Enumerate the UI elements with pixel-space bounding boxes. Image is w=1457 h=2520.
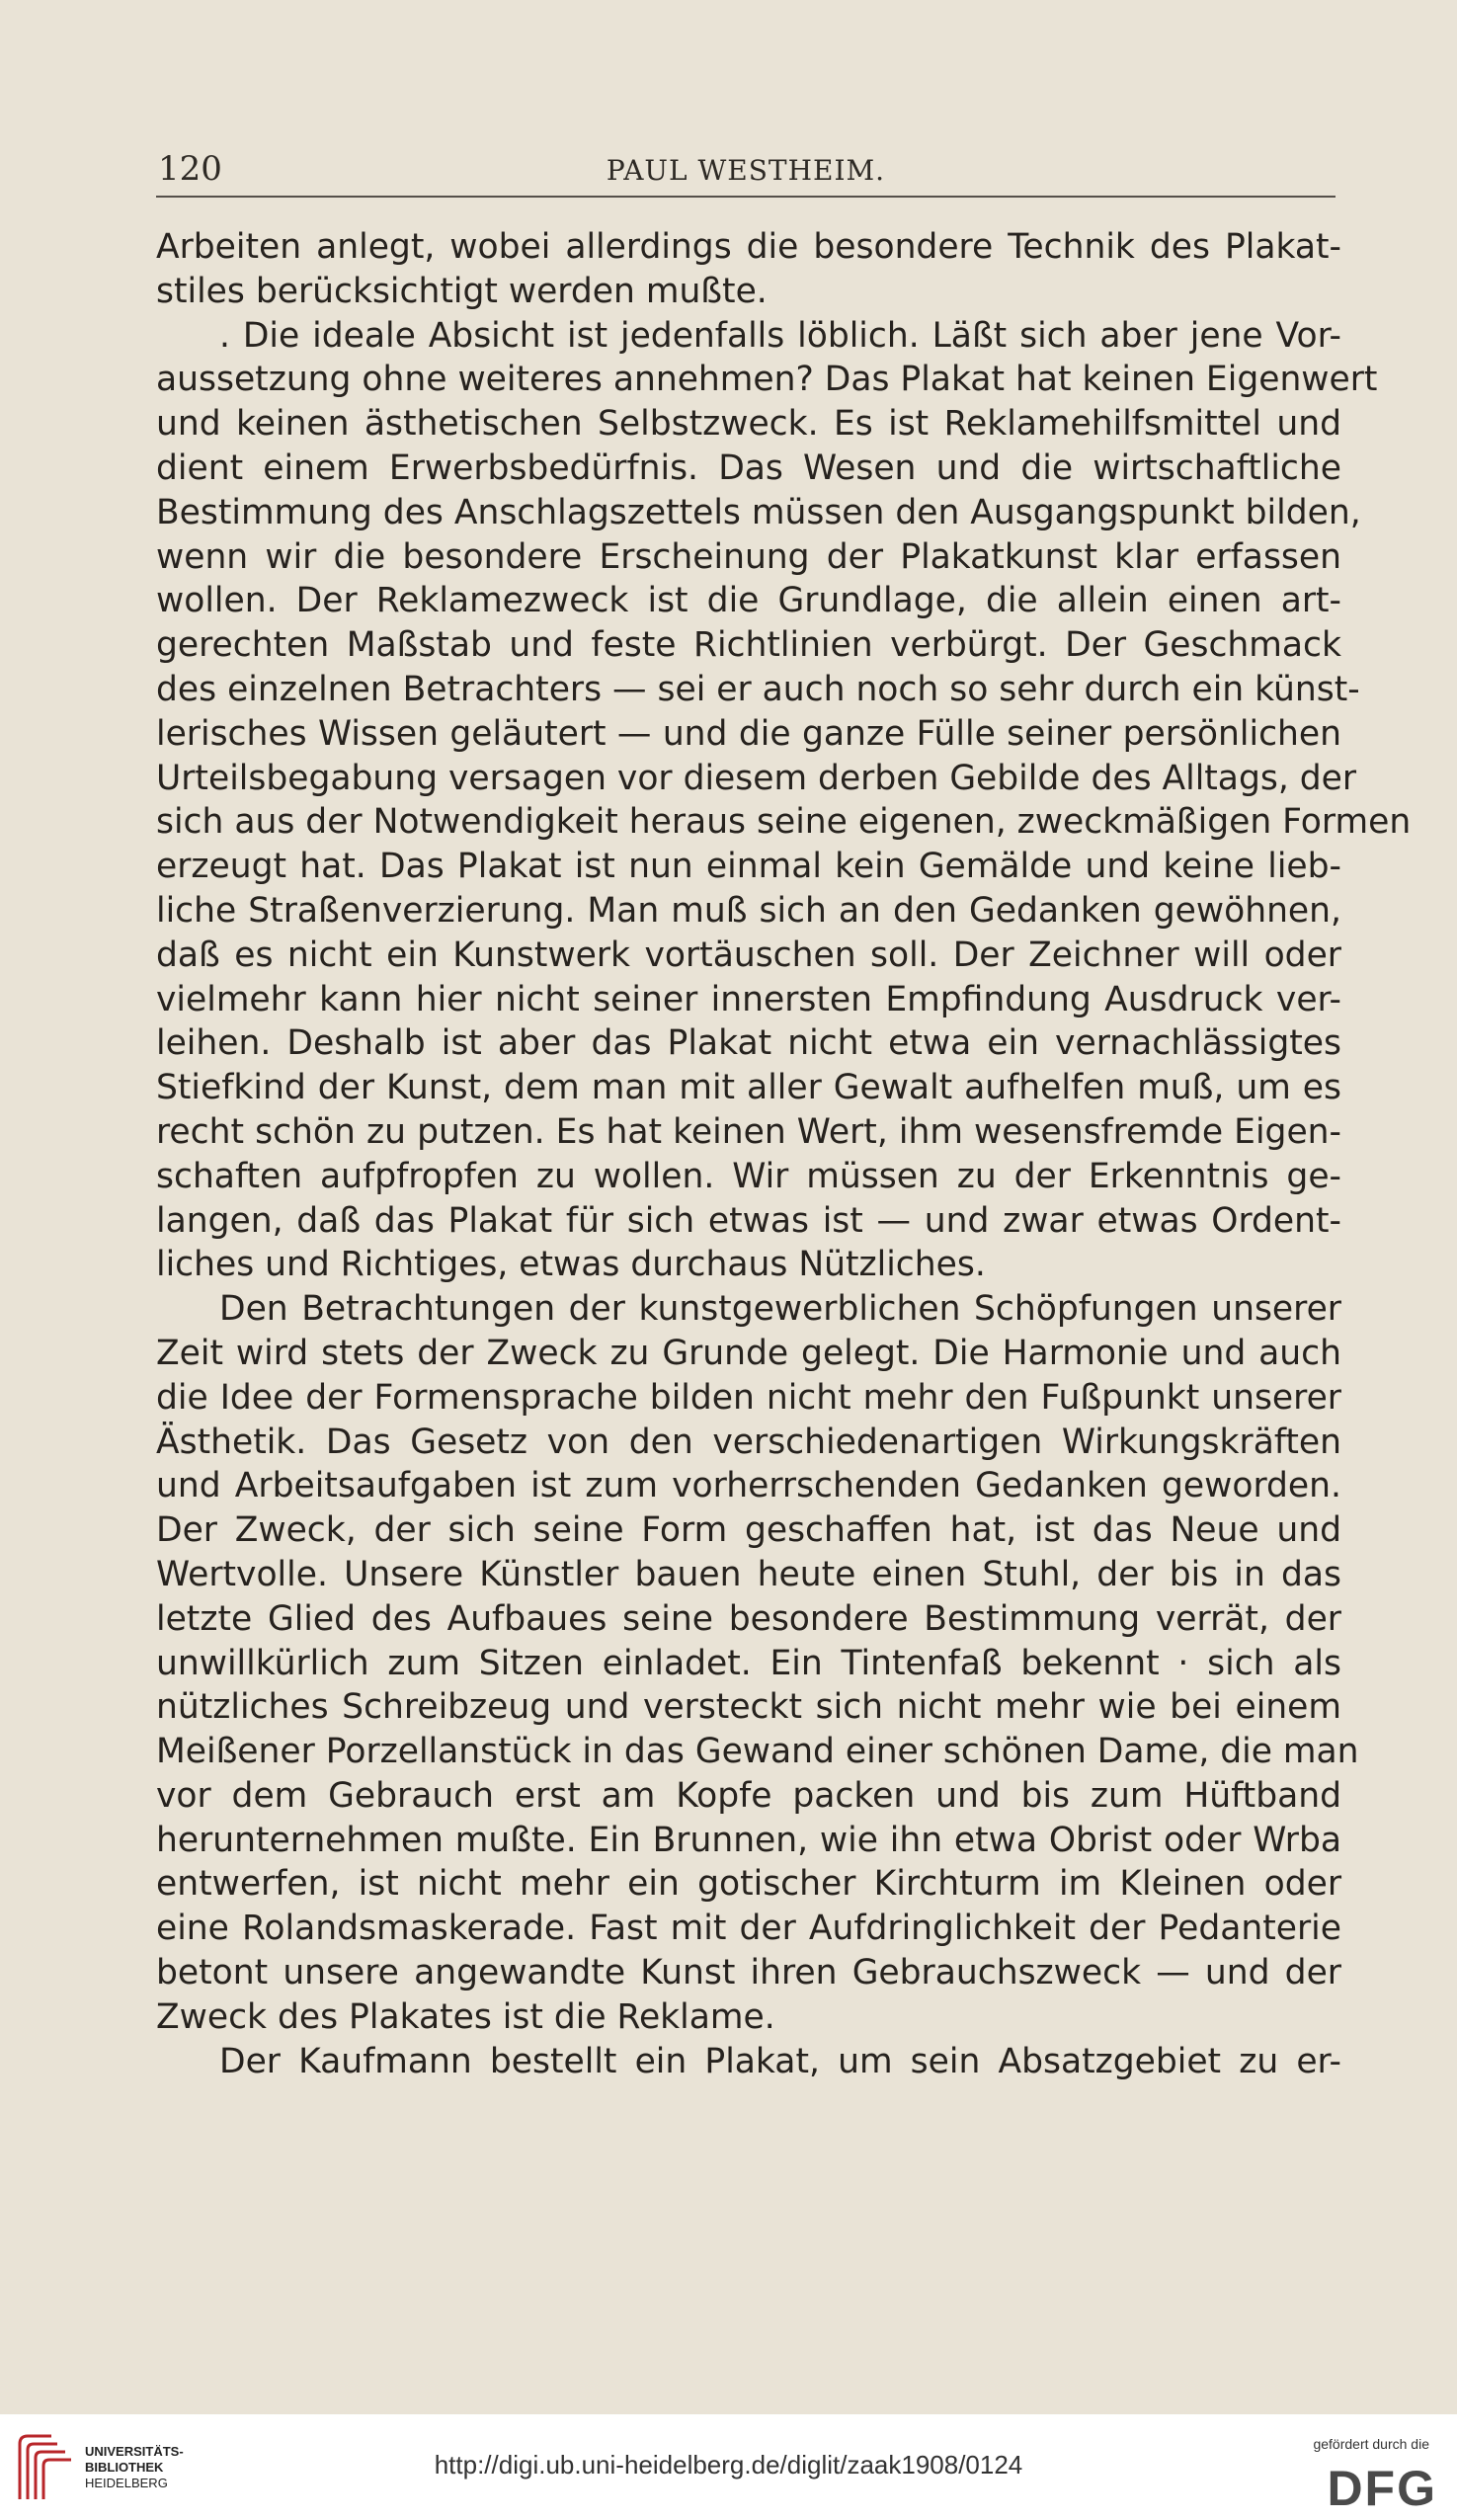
text-line: die Idee der Formensprache bilden nicht mehr den Fußpunkt unserer <box>156 1377 1341 1418</box>
text-line: betont unsere angewandte Kunst ihren Gebrauchszweck — und der <box>156 1953 1341 1993</box>
text-line: und keinen ästhetischen Selbstzweck. Es ist Reklamehilfsmittel und <box>156 404 1341 445</box>
text-line: erzeugt hat. Das Plakat ist nun einmal kein Gemälde und keine lieb- <box>156 847 1341 887</box>
text-line: sich aus der Notwendigkeit heraus seine eigenen, zweckmäßigen Formen <box>156 802 1412 843</box>
library-name-line: BIBLIOTHEK <box>85 2460 164 2475</box>
text-line: leihen. Deshalb ist aber das Plakat nicht etwa ein vernachlässigtes <box>156 1023 1341 1064</box>
text-line: schaften aufpfropfen zu wollen. Wir müssen zu der Erkenntnis ge- <box>156 1156 1341 1196</box>
text-line: vielmehr kann hier nicht seiner innersten Empfindung Ausdruck ver- <box>156 979 1341 1019</box>
text-line: lerisches Wissen geläutert — und die ganze Fülle seiner persönlichen <box>156 713 1341 754</box>
library-name-line: HEIDELBERG <box>85 2476 168 2490</box>
text-line: Zweck des Plakates ist die Reklame. <box>156 1996 775 2037</box>
text-line: Wertvolle. Unsere Künstler bauen heute einen Stuhl, der bis in das <box>156 1554 1341 1594</box>
body-text <box>156 225 1412 2083</box>
header-rule <box>156 196 1336 198</box>
text-line: langen, daß das Plakat für sich etwas ist — und zwar etwas Ordent- <box>156 1200 1341 1241</box>
text-line: Der Kaufmann bestellt ein Plakat, um sein Absatzgebiet zu er- <box>219 2041 1341 2081</box>
text-line: gerechten Maßstab und feste Richtlinien verbürgt. Der Geschmack <box>156 625 1341 666</box>
running-head <box>158 143 1334 195</box>
text-line: nützliches Schreibzeug und versteckt sich nicht mehr wie bei einem <box>156 1687 1341 1728</box>
library-name-line: UNIVERSITÄTS- <box>85 2444 184 2459</box>
text-line: letzte Glied des Aufbaues seine besondere Bestimmung verrät, der <box>156 1598 1341 1639</box>
text-line: Der Zweck, der sich seine Form geschaffen hat, ist das Neue und <box>156 1510 1341 1551</box>
text-line: Bestimmung des Anschlagszettels müssen den Ausgangspunkt bilden, <box>156 492 1361 532</box>
viewer-footer <box>0 2414 1457 2520</box>
text-line: Zeit wird stets der Zweck zu Grunde gelegt. Die Harmonie und auch <box>156 1333 1341 1373</box>
text-line: stiles berücksichtigt werden mußte. <box>156 271 768 311</box>
text-line: recht schön zu putzen. Es hat keinen Wert, ihm wesensfremde Eigen- <box>156 1111 1341 1152</box>
text-line: und Arbeitsaufgaben ist zum vorherrschenden Gedanken geworden. <box>156 1466 1341 1506</box>
text-line: unwillkürlich zum Sitzen einladet. Ein Tintenfaß bekennt · sich als <box>156 1643 1341 1683</box>
dfg-logo: DFG <box>1327 2461 1437 2516</box>
text-line: Stiefkind der Kunst, dem man mit aller Gewalt aufhelfen muß, um es <box>156 1068 1341 1108</box>
text-line: eine Rolandsmaskerade. Fast mit der Aufdringlichkeit der Pedanterie <box>156 1909 1341 1949</box>
text-line: wollen. Der Reklamezweck ist die Grundlage, die allein einen art- <box>156 581 1341 621</box>
text-line: Ästhetik. Das Gesetz von den verschiedenartigen Wirkungskräften <box>156 1422 1341 1462</box>
text-line: Arbeiten anlegt, wobei allerdings die besondere Technik des Plakat- <box>156 227 1341 267</box>
permalink-url[interactable]: http://digi.ub.uni-heidelberg.de/diglit/zaak1908/0124 <box>434 2450 1023 2479</box>
text-line: Meißener Porzellanstück in das Gewand einer schönen Dame, die man <box>156 1732 1359 1772</box>
text-line: liches und Richtiges, etwas durchaus Nützliches. <box>156 1245 986 1285</box>
text-line: Urteilsbegabung versagen vor diesem derben Gebilde des Alltags, der <box>156 758 1357 798</box>
text-line: . Die ideale Absicht ist jedenfalls löblich. Läßt sich aber jene Vor- <box>219 315 1341 356</box>
funded-by-label: gefördert durch die <box>1313 2436 1429 2452</box>
text-line: entwerfen, ist nicht mehr ein gotischer Kirchturm im Kleinen oder <box>156 1864 1341 1905</box>
text-line: dient einem Erwerbsbedürfnis. Das Wesen und die wirtschaftliche <box>156 447 1341 488</box>
text-line: des einzelnen Betrachters — sei er auch noch so sehr durch ein künst- <box>156 669 1360 709</box>
text-line: vor dem Gebrauch erst am Kopfe packen und bis zum Hüftband <box>156 1775 1341 1816</box>
running-head-author: PAUL WESTHEIM. <box>606 154 886 187</box>
text-line: aussetzung ohne weiteres annehmen? Das Plakat hat keinen Eigenwert <box>156 360 1378 400</box>
page-number: 120 <box>158 149 222 189</box>
text-line: Den Betrachtungen der kunstgewerblichen Schöpfungen unserer <box>219 1289 1341 1330</box>
text-line: wenn wir die besondere Erscheinung der Plakatkunst klar erfassen <box>156 536 1341 577</box>
text-line: daß es nicht ein Kunstwerk vortäuschen soll. Der Zeichner will oder <box>156 935 1341 975</box>
text-line: liche Straßenverzierung. Man muß sich an den Gedanken gewöhnen, <box>156 890 1341 931</box>
text-line: herunternehmen mußte. Ein Brunnen, wie ihn etwa Obrist oder Wrba <box>156 1820 1341 1860</box>
